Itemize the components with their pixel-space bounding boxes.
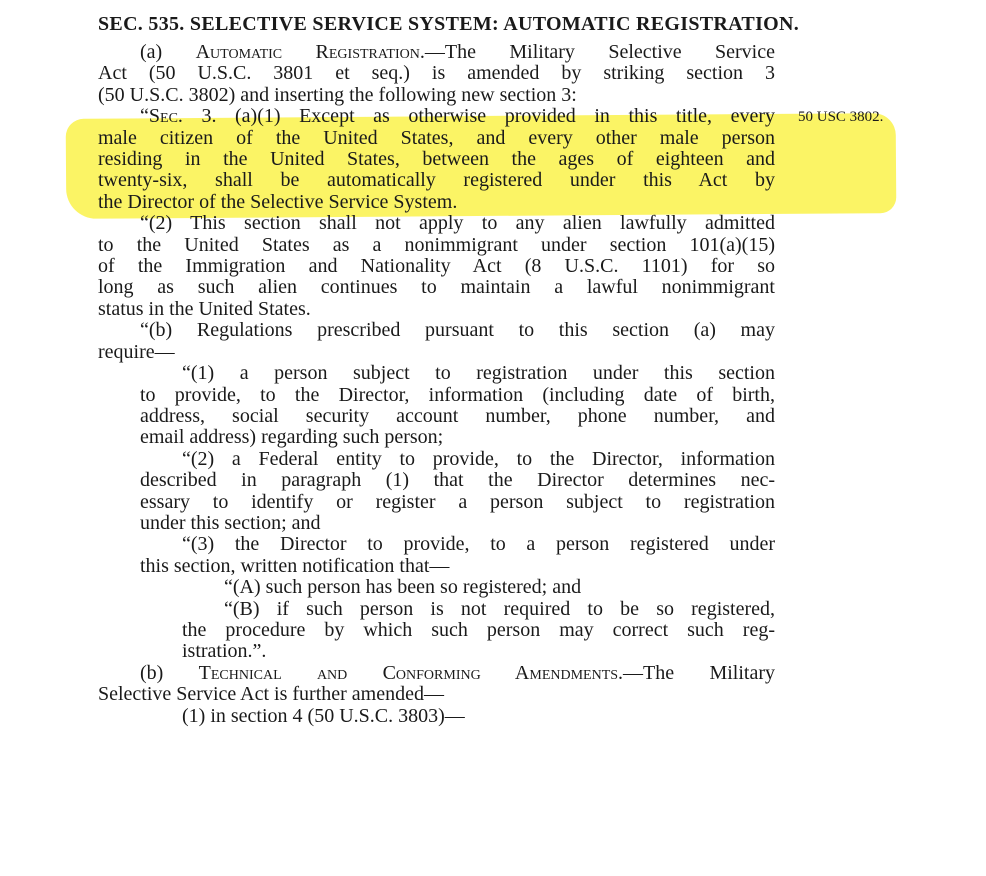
text-line: email address) regarding such person; <box>140 426 444 449</box>
text-line: the Director of the Selective Service System. <box>98 190 458 213</box>
sec3-b1-paragraph <box>98 363 775 449</box>
sec3-a2-paragraph <box>98 213 775 320</box>
text-line <box>98 663 775 684</box>
sec3-b3A-paragraph <box>98 577 775 598</box>
text-line: “(3) the Director to provide, to a person registered under <box>182 533 775 556</box>
subsection-a-label: (a) <box>140 41 163 63</box>
sec3-b3B-paragraph <box>98 599 775 663</box>
sec3-b3-paragraph <box>98 534 775 577</box>
subsection-b1-paragraph <box>98 706 775 727</box>
text-line-content: .—The Military <box>618 661 775 684</box>
text-line: (50 U.S.C. 3802) and inserting the following new section 3: <box>98 83 577 106</box>
subsection-b-paragraph <box>98 663 775 706</box>
text-line: (1) in section 4 (50 U.S.C. 3803)— <box>182 704 465 727</box>
text-line-content: . 3. (a)(1) Except as otherwise provided in this title, every <box>177 105 775 128</box>
text-line: istration.”. <box>182 640 267 663</box>
text-line <box>98 42 775 63</box>
text-line: described in paragraph (1) that the Director determines nec- <box>140 469 775 492</box>
text-line <box>98 106 775 127</box>
text-line: “(A) such person has been so registered; and <box>224 576 582 599</box>
subsection-b-label: (b) <box>140 661 164 684</box>
sec3-b2-paragraph <box>98 449 775 535</box>
subsection-b-caption: Technical and Conforming Amendments <box>198 661 619 684</box>
text-line: “(2) a Federal entity to provide, to the Director, information <box>182 447 775 470</box>
bill-text-body <box>98 42 775 727</box>
text-line: status in the United States. <box>98 297 311 320</box>
text-line: address, social security account number, phone number, and <box>140 404 775 427</box>
text-line: long as such alien continues to maintain a lawful nonimmigrant <box>98 276 775 299</box>
text-line: under this section; and <box>140 511 321 534</box>
sec-label: Sec <box>148 105 178 128</box>
text-line: to provide, to the Director, information (including date of birth, <box>140 383 775 406</box>
text-line: Selective Service Act is further amended— <box>98 683 444 706</box>
text-line: this section, written notification that— <box>140 554 450 577</box>
text-line: “(B) if such person is not required to be so registered, <box>224 597 775 620</box>
text-line: twenty-six, shall be automatically registered under this Act by <box>98 169 775 192</box>
text-line: to the United States as a nonimmigrant under section 101(a)(15) <box>98 233 775 256</box>
subsection-a-caption: Automatic Registration <box>195 41 420 63</box>
sec3-a1-paragraph <box>98 106 775 213</box>
section-heading: SEC. 535. SELECTIVE SERVICE SYSTEM: AUTOMATIC REGISTRATION. <box>98 13 800 35</box>
text-line: male citizen of the United States, and every other male person <box>98 126 775 149</box>
text-line-content: .—The Military Selective Service <box>419 41 775 63</box>
text-line: of the Immigration and Nationality Act (8 U.S.C. 1101) for so <box>98 255 775 278</box>
text-line: Act (50 U.S.C. 3801 et seq.) is amended by striking section 3 <box>98 62 775 85</box>
text-line: “(1) a person subject to registration under this section <box>182 362 775 385</box>
text-line: the procedure by which such person may correct such reg- <box>182 618 775 641</box>
sec3-b-paragraph <box>98 320 775 363</box>
text-line: residing in the United States, between the ages of eighteen and <box>98 148 775 171</box>
text-line: essary to identify or register a person subject to registration <box>140 490 775 513</box>
subsection-a-paragraph <box>98 42 775 106</box>
text-line: “(b) Regulations prescribed pursuant to this section (a) may <box>140 319 775 342</box>
open-quote: “ <box>140 105 149 128</box>
text-line: require— <box>98 340 175 363</box>
margin-citation: 50 USC 3802. <box>798 109 884 125</box>
text-line: “(2) This section shall not apply to any alien lawfully admitted <box>140 212 775 235</box>
